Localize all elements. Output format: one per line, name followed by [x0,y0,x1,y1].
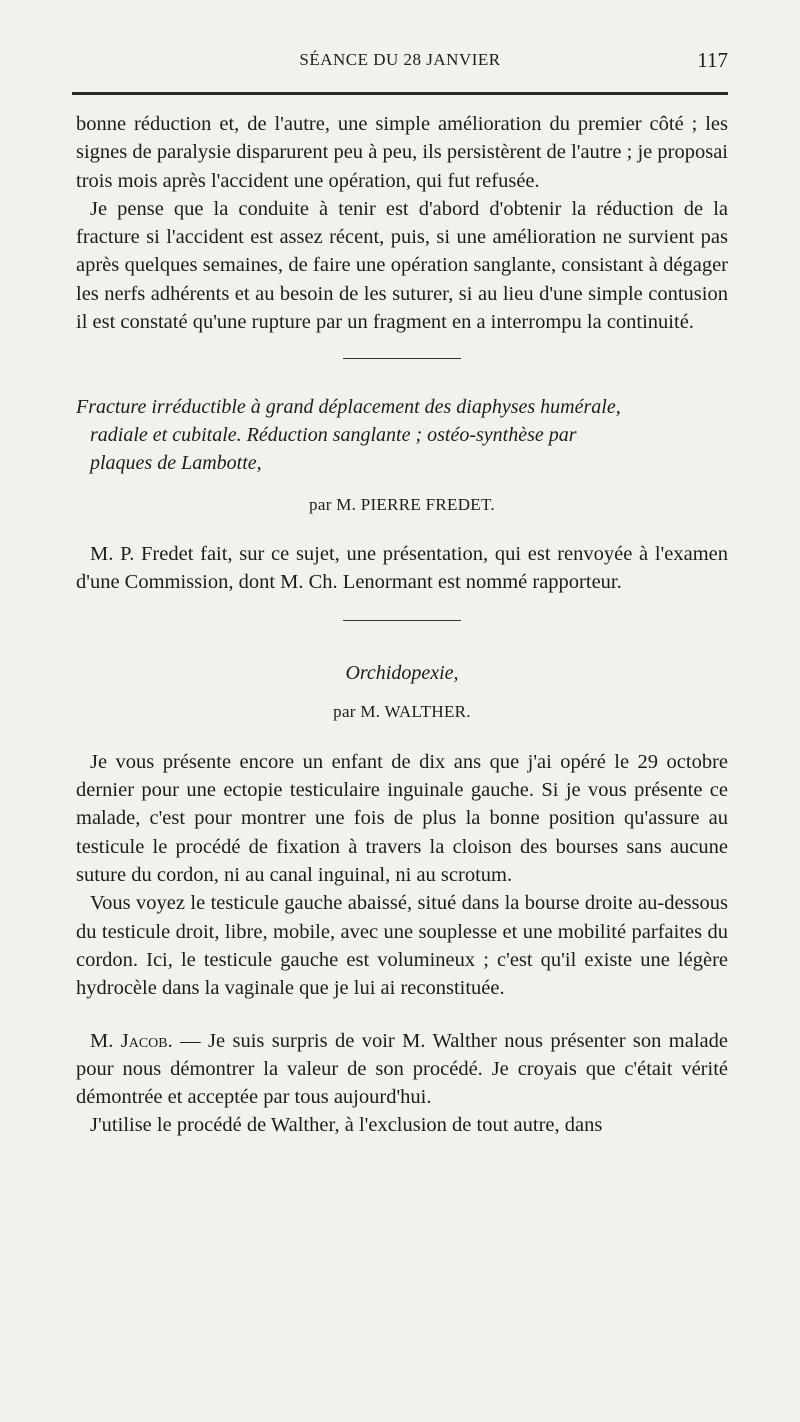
title-line: radiale et cubitale. Réduction sanglante ; ostéo-synthèse par [90,424,577,447]
byline-fredet: par M. PIERRE FREDET. [309,495,495,515]
speaker-name: Jacob [120,1029,168,1052]
speaker-prefix: M. [90,1029,121,1052]
paragraph: J'utilise le procédé de Walther, à l'exclusion de tout autre, dans [90,1114,603,1137]
section-title-orchidopexie: Orchidopexie, [345,662,459,685]
page-number: 117 [697,48,728,72]
title-line: plaques de Lambotte, [90,452,262,475]
section-title-fracture [76,393,728,477]
paragraph-text: . — Je suis surpris de voir M. Walther nous présenter son malade pour nous démontrer la valeur de son procédé. Je croyais que c'était vérité démontrée et acceptée par tous aujourd'hui. [76,1029,728,1109]
byline-walther: par M. WALTHER. [333,701,471,721]
paragraph-jacob [76,1027,728,1112]
paragraph: Je vous présente encore un enfant de dix ans que j'ai opéré le 29 octobre dernier pour une ectopie testiculaire inguinale gauche. Si je vous présente ce malade, c'est pour montrer une fois de plus la bonne position qu'assure au testicule le procédé de fixation à travers la cloison des bourses sans aucune suture du cordon, ni au canal inguinal, ni au scrotum. [76,750,728,887]
page-body [76,110,728,1140]
paragraph: bonne réduction et, de l'autre, une simple amélioration du premier côté ; les signes de paralysie disparurent peu à peu, ils persistèrent de l'autre ; je proposai trois mois après l'accident une opération, qui fut refusée. [76,113,728,192]
header-rule [72,92,728,95]
page-header [72,50,728,76]
paragraph: Vous voyez le testicule gauche abaissé, situé dans la bourse droite au-dessous du testicule droit, libre, mobile, avec une souplesse et une mobilité parfaites du cordon. Ici, le testicule gauche est volumineux ; c'est qu'il existe une légère hydrocèle dans la vaginale que je lui ai reconstituée. [76,892,728,1000]
paragraph: M. P. Fredet fait, sur ce sujet, une présentation, qui est renvoyée à l'examen d'une Commission, dont M. Ch. Lenormant est nommé rapporteur. [76,542,728,593]
running-title: SÉANCE DU 28 JANVIER [299,50,501,69]
title-line: Fracture irréductible à grand déplacement des diaphyses humérale, [76,396,621,419]
paragraph: Je pense que la conduite à tenir est d'abord d'obtenir la réduction de la fracture si l'accident est assez récent, puis, si une amélioration ne survient pas après quelques semaines, de faire une opération sanglante, consistant à dégager les nerfs adhérents et au besoin de les suturer, si au lieu d'une simple contusion il est constaté qu'une rupture par un fragment en a interrompu la continuité. [76,197,728,334]
